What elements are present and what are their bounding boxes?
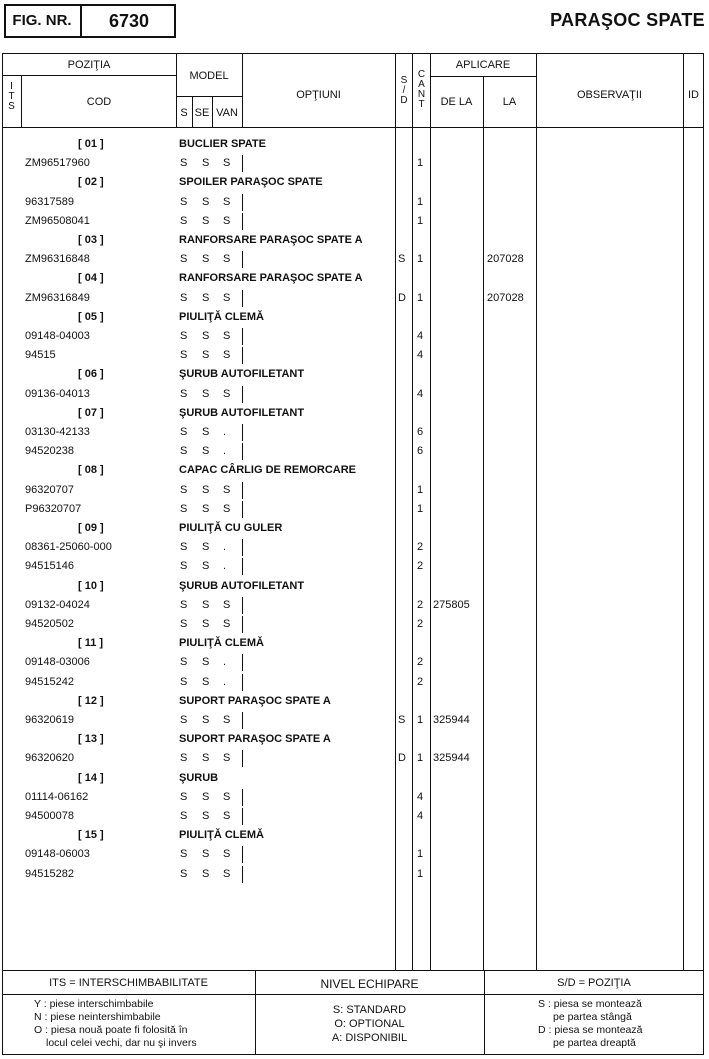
model-van-value: S — [223, 291, 231, 304]
table-row — [0, 212, 709, 231]
quantity-value: 1 — [417, 253, 424, 266]
from-serial: 325944 — [433, 714, 470, 726]
model-van-value: . — [223, 445, 227, 458]
model-s-value: S — [180, 445, 188, 458]
position-number: [ 10 ] — [78, 579, 104, 592]
model-se-value: S — [202, 848, 210, 861]
position-number: [ 07 ] — [78, 406, 104, 419]
part-code: ZM96508041 — [25, 214, 90, 227]
col-header-aplicare: APLICARE — [455, 59, 511, 71]
model-s-value: S — [180, 387, 188, 400]
figure-label: FIG. NR. — [4, 4, 82, 38]
position-number: [ 13 ] — [78, 733, 104, 746]
part-name: ŞURUB AUTOFILETANT — [179, 406, 305, 419]
model-van-value: S — [223, 714, 231, 726]
model-van-value: S — [223, 502, 231, 515]
col-header-observatii: OBSERVAŢII — [576, 89, 642, 101]
model-se-value: S — [202, 157, 210, 170]
model-s-value: S — [180, 656, 188, 669]
col-header-cod: COD — [86, 96, 112, 108]
part-name: RANFORSARE PARAŞOC SPATE A — [179, 234, 363, 246]
model-separator — [242, 597, 243, 614]
group-header-row — [0, 692, 709, 711]
model-s-value: S — [180, 675, 188, 688]
model-se-value: S — [202, 714, 210, 726]
model-van-value: . — [223, 675, 227, 688]
model-s-value: S — [180, 426, 188, 438]
table-row — [0, 807, 709, 826]
model-van-value: S — [223, 867, 231, 880]
col-header-model: MODEL — [189, 70, 229, 82]
group-header-row — [0, 308, 709, 327]
part-name: PIULIŢĂ CLEMĂ — [179, 829, 264, 842]
table-row — [0, 788, 709, 807]
model-van-value: S — [223, 848, 231, 861]
model-se-value: S — [202, 349, 210, 362]
part-name: PIULIŢĂ CLEMĂ — [179, 310, 264, 323]
legend-its-line: Y : piese interschimbabile — [34, 998, 154, 1010]
side-value: D — [398, 291, 406, 304]
table-row — [0, 596, 709, 615]
part-name: CAPAC CÂRLIG DE REMORCARE — [179, 464, 357, 477]
part-code: ZM96517960 — [25, 157, 90, 170]
model-van-value: S — [223, 752, 231, 765]
model-s-value: S — [180, 790, 188, 803]
col-header-model-s: S — [180, 107, 188, 119]
part-code: ZM96316848 — [25, 253, 90, 266]
page-title: PARAŞOC SPATE — [550, 10, 705, 30]
part-code: ZM96316849 — [25, 291, 90, 304]
to-serial: 207028 — [487, 253, 524, 266]
part-code: 03130-42133 — [25, 426, 90, 438]
model-van-value: S — [223, 157, 231, 170]
part-code: 94515242 — [25, 675, 74, 688]
model-separator — [242, 866, 243, 883]
col-header-model-se: SE — [194, 107, 210, 119]
quantity-value: 1 — [417, 752, 424, 765]
quantity-value: 1 — [417, 714, 424, 726]
model-separator — [242, 213, 243, 230]
model-s-value: S — [180, 502, 188, 515]
quantity-value: 4 — [417, 330, 424, 342]
part-code: 94515146 — [25, 560, 74, 573]
divider — [176, 96, 242, 97]
model-se-value: S — [202, 330, 210, 342]
quantity-value: 1 — [417, 867, 424, 880]
part-code: 96320619 — [25, 714, 74, 726]
group-header-row — [0, 634, 709, 653]
model-s-value: S — [180, 714, 188, 726]
model-s-value: S — [180, 253, 188, 266]
group-header-row — [0, 231, 709, 250]
table-row — [0, 615, 709, 634]
divider — [2, 970, 704, 971]
model-s-value: S — [180, 291, 188, 304]
part-code: 09132-04024 — [25, 598, 90, 611]
model-s-value: S — [180, 867, 188, 880]
model-separator — [242, 558, 243, 575]
part-code: 94515 — [25, 349, 56, 362]
group-header-row — [0, 826, 709, 845]
legend-its-line: locul celei vechi, dar nu şi invers — [46, 1037, 197, 1049]
model-separator — [242, 347, 243, 364]
part-name: PIULIŢĂ CU GULER — [179, 522, 283, 534]
part-code: 09148-06003 — [25, 848, 90, 861]
model-se-value: S — [202, 214, 210, 227]
table-row — [0, 865, 709, 884]
from-serial: 275805 — [433, 598, 470, 611]
position-number: [ 04 ] — [78, 272, 104, 285]
position-number: [ 06 ] — [78, 368, 104, 381]
part-code: 94500078 — [25, 810, 74, 822]
position-number: [ 15 ] — [78, 829, 104, 842]
model-s-value: S — [180, 483, 188, 496]
part-name: PIULIŢĂ CLEMĂ — [179, 637, 264, 650]
table-row — [0, 500, 709, 519]
part-name: ŞURUB AUTOFILETANT — [179, 579, 305, 592]
model-se-value: S — [202, 560, 210, 573]
model-se-value: S — [202, 502, 210, 515]
quantity-value: 4 — [417, 810, 424, 822]
legend-sd-title: S/D = POZIŢIA — [557, 977, 631, 989]
model-van-value: S — [223, 598, 231, 611]
legend-nivel-line: S: STANDARD — [332, 1004, 407, 1016]
group-header-row — [0, 461, 709, 480]
model-s-value: S — [180, 195, 188, 208]
col-header-optiuni: OPŢIUNI — [296, 89, 341, 101]
model-separator — [242, 443, 243, 460]
model-separator — [242, 674, 243, 691]
model-s-value: S — [180, 618, 188, 630]
model-se-value: S — [202, 618, 210, 630]
divider — [2, 75, 176, 76]
part-code: 09148-04003 — [25, 330, 90, 342]
model-se-value: S — [202, 867, 210, 880]
model-s-value: S — [180, 848, 188, 861]
part-code: 94520502 — [25, 618, 74, 630]
model-se-value: S — [202, 253, 210, 266]
part-code: 96317589 — [25, 195, 74, 208]
part-code: 96320620 — [25, 752, 74, 765]
position-number: [ 05 ] — [78, 310, 104, 323]
col-header-la: LA — [502, 96, 517, 108]
quantity-value: 1 — [417, 214, 424, 227]
position-number: [ 09 ] — [78, 522, 104, 534]
model-se-value: S — [202, 426, 210, 438]
table-row — [0, 193, 709, 212]
quantity-value: 2 — [417, 598, 424, 611]
quantity-value: 4 — [417, 387, 424, 400]
legend-sd-line: pe partea stângă — [553, 1011, 632, 1023]
legend-sd-line: pe partea dreaptă — [553, 1037, 636, 1049]
model-van-value: S — [223, 618, 231, 630]
model-se-value: S — [202, 483, 210, 496]
divider — [2, 994, 704, 995]
table-row — [0, 385, 709, 404]
group-header-row — [0, 519, 709, 538]
model-separator — [242, 386, 243, 403]
col-header-cant: C A N T — [417, 69, 426, 110]
model-s-value: S — [180, 598, 188, 611]
quantity-value: 2 — [417, 618, 424, 630]
model-separator — [242, 251, 243, 268]
model-separator — [242, 194, 243, 211]
quantity-value: 1 — [417, 291, 424, 304]
group-header-row — [0, 769, 709, 788]
group-header-row — [0, 365, 709, 384]
model-van-value: S — [223, 349, 231, 362]
table-row — [0, 423, 709, 442]
table-row — [0, 289, 709, 308]
table-row — [0, 653, 709, 672]
col-header-id: ID — [688, 89, 699, 101]
part-name: SUPORT PARAŞOC SPATE A — [179, 694, 331, 707]
quantity-value: 1 — [417, 195, 424, 208]
model-separator — [242, 424, 243, 441]
model-separator — [242, 712, 243, 729]
model-separator — [242, 539, 243, 556]
legend-its-title: ITS = INTERSCHIMBABILITATE — [49, 977, 208, 989]
part-code: 01114-06162 — [25, 790, 89, 803]
col-header-sd: S / D — [400, 75, 408, 106]
quantity-value: 2 — [417, 541, 424, 554]
table-row — [0, 481, 709, 500]
model-se-value: S — [202, 541, 210, 554]
position-number: [ 02 ] — [78, 176, 104, 189]
col-header-pozitia: POZIŢIA — [67, 59, 111, 71]
part-code: 94520238 — [25, 445, 74, 458]
model-s-value: S — [180, 752, 188, 765]
side-value: S — [398, 253, 406, 266]
legend-sd-line: S : piesa se montează — [538, 998, 642, 1010]
group-header-row — [0, 730, 709, 749]
position-number: [ 12 ] — [78, 694, 104, 707]
quantity-value: 6 — [417, 426, 424, 438]
quantity-value: 4 — [417, 790, 424, 803]
table-row — [0, 327, 709, 346]
part-name: RANFORSARE PARAŞOC SPATE A — [179, 272, 363, 285]
to-serial: 207028 — [487, 291, 524, 304]
quantity-value: 2 — [417, 560, 424, 573]
model-se-value: S — [202, 195, 210, 208]
model-s-value: S — [180, 330, 188, 342]
model-van-value: S — [223, 253, 231, 266]
part-code: 08361-25060-000 — [25, 541, 112, 554]
table-row — [0, 346, 709, 365]
position-number: [ 01 ] — [78, 138, 104, 150]
legend-its-line: N : piese neintershimbabile — [34, 1011, 161, 1023]
group-header-row — [0, 269, 709, 288]
model-s-value: S — [180, 560, 188, 573]
model-se-value: S — [202, 790, 210, 803]
model-se-value: S — [202, 752, 210, 765]
model-van-value: S — [223, 790, 231, 803]
model-se-value: S — [202, 810, 210, 822]
part-name: BUCLIER SPATE — [179, 138, 266, 150]
quantity-value: 1 — [417, 483, 424, 496]
part-code: 96320707 — [25, 483, 74, 496]
model-van-value: S — [223, 330, 231, 342]
group-header-row — [0, 173, 709, 192]
position-number: [ 14 ] — [78, 771, 104, 784]
model-se-value: S — [202, 291, 210, 304]
model-se-value: S — [202, 598, 210, 611]
group-header-row — [0, 577, 709, 596]
part-code: 09148-03006 — [25, 656, 90, 669]
quantity-value: 2 — [417, 675, 424, 688]
part-name: ŞURUB — [179, 771, 219, 784]
model-separator — [242, 654, 243, 671]
position-number: [ 03 ] — [78, 234, 104, 246]
model-se-value: S — [202, 387, 210, 400]
model-van-value: S — [223, 387, 231, 400]
model-separator — [242, 328, 243, 345]
quantity-value: 2 — [417, 656, 424, 669]
side-value: D — [398, 752, 406, 765]
table-row — [0, 845, 709, 864]
model-s-value: S — [180, 349, 188, 362]
quantity-value: 6 — [417, 445, 424, 458]
model-separator — [242, 616, 243, 633]
model-van-value: . — [223, 541, 227, 554]
quantity-value: 1 — [417, 502, 424, 515]
from-serial: 325944 — [433, 752, 470, 765]
legend-nivel-line: A: DISPONIBIL — [331, 1032, 408, 1044]
model-se-value: S — [202, 445, 210, 458]
position-number: [ 11 ] — [78, 637, 104, 650]
model-van-value: . — [223, 656, 227, 669]
model-separator — [242, 155, 243, 172]
group-header-row — [0, 404, 709, 423]
quantity-value: 1 — [417, 157, 424, 170]
quantity-value: 4 — [417, 349, 424, 362]
table-row — [0, 749, 709, 768]
figure-number: 6730 — [108, 11, 150, 31]
table-row — [0, 673, 709, 692]
part-code: P96320707 — [25, 502, 82, 515]
col-header-model-van: VAN — [216, 107, 238, 119]
model-van-value: S — [223, 483, 231, 496]
model-se-value: S — [202, 675, 210, 688]
model-separator — [242, 482, 243, 499]
model-se-value: S — [202, 656, 210, 669]
model-s-value: S — [180, 810, 188, 822]
legend-nivel-title: NIVEL ECHIPARE — [320, 977, 419, 991]
legend-nivel-line: O: OPTIONAL — [334, 1018, 405, 1030]
col-header-its: I T S — [8, 81, 15, 112]
col-header-de-la: DE LA — [440, 96, 473, 108]
model-separator — [242, 789, 243, 806]
model-separator — [242, 808, 243, 825]
model-separator — [242, 290, 243, 307]
table-row — [0, 711, 709, 730]
model-van-value: S — [223, 214, 231, 227]
table-row — [0, 250, 709, 269]
table-row — [0, 538, 709, 557]
model-s-value: S — [180, 541, 188, 554]
legend-its-line: O : piesa nouă poate fi folosită în — [34, 1024, 188, 1036]
part-code: 94515282 — [25, 867, 74, 880]
part-name: SUPORT PARAŞOC SPATE A — [179, 733, 331, 746]
model-van-value: . — [223, 560, 227, 573]
side-value: S — [398, 714, 406, 726]
divider — [2, 127, 704, 128]
quantity-value: 1 — [417, 848, 424, 861]
legend-sd-line: D : piesa se montează — [538, 1024, 643, 1036]
model-separator — [242, 501, 243, 518]
group-header-row — [0, 135, 709, 154]
model-van-value: S — [223, 810, 231, 822]
model-separator — [242, 846, 243, 863]
model-van-value: S — [223, 195, 231, 208]
table-row — [0, 557, 709, 576]
model-s-value: S — [180, 214, 188, 227]
position-number: [ 08 ] — [78, 464, 104, 477]
table-row — [0, 154, 709, 173]
model-van-value: . — [223, 426, 227, 438]
part-name: ŞURUB AUTOFILETANT — [179, 368, 305, 381]
part-code: 09136-04013 — [25, 387, 90, 400]
part-name: SPOILER PARAŞOC SPATE — [179, 176, 323, 189]
table-row — [0, 442, 709, 461]
model-separator — [242, 750, 243, 767]
model-s-value: S — [180, 157, 188, 170]
